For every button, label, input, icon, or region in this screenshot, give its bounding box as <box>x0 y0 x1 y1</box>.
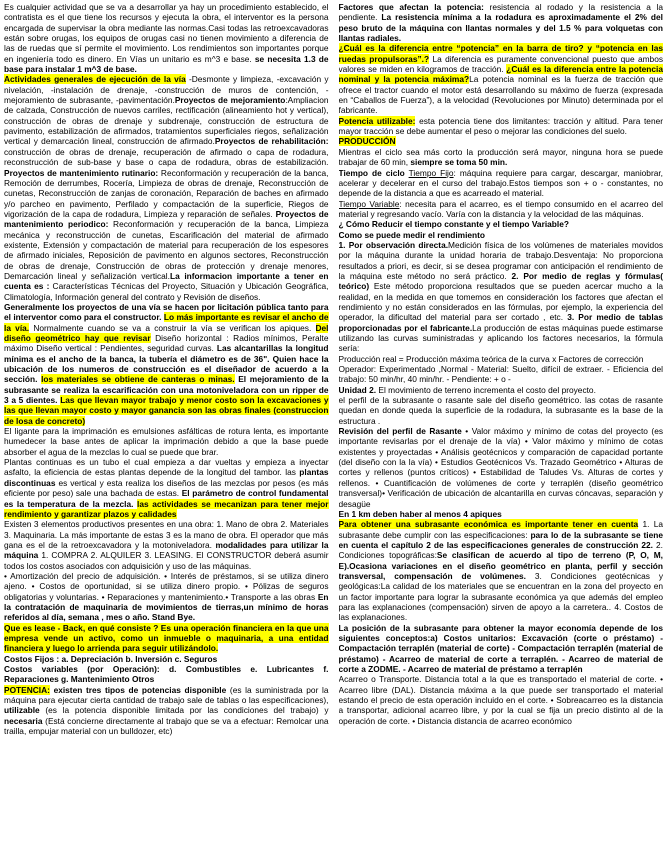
right-paragraph-medir <box>339 230 664 240</box>
left-paragraph-activities: Actividades generales de ejecución de la vía -Desmonte y limpieza, -excavación y nivelación, -instalación de drenaje, -construcción de muros de contención, -mejoramiento de subrasante, -pavimentación.Proyectos de mejoramiento:Ampliacion de calzada, Construcción de nuevos carriles, rectificación (alineamiento hot y vertical), construcción de obras de drenaje y subdrenaje, construcción de estructura de pavimento, estabilización de afirmados, tratamientos superficiales riegos, señalización vertical y demarcación lineal, construcción de afirmado.Proyectos de rehabilitación: construcción de obras de drenaje, recuperación de afirmado o capa de rodadura, reconstrucción de sub-base y base o capa de rodadura, obras de estabilización. Proyectos de mantenimiento rutinario: Reconformación y recuperación de la banca, Remoción de derrumbes, Rocería, Limpieza de obras de drenaje, Reconstrucción de cunetas, Reconstrucción de zanjas de coronación, Reparación de baches en afirmado y/o parcheo en pavimento, Perfilado y compactación de la superficie, Riegos de vigorización de la capa de rodadura, Limpieza y reparación de señales. Proyectos de mantenimiento periodico: Reconformación y recuperación de la banca, Limpieza mecánica y reconstrucción de cunetas, Escarificación del material de afirmado existente, Extensión y compactación de material para recuperación de los espesores de afirmado iniciales, Reposición de pavimento en algunos sectores, Reconstrucción de obras de drenaje, Construcción de obras de protección y drenaje menores, Demarcación lineal y señalización vertical.La informacion importante a tener en cuenta es : Características Técnicas del Proyecto, Situación y Ubicación Geográfica, Climatología, Información general del contrato y Revisión de diseños. <box>4 74 329 302</box>
emphasis-text: Proyectos de mejoramiento <box>174 95 286 106</box>
emphasis-text: ¿ Cómo Reducir el tiempo constante y el tiempo Variable? <box>338 219 569 230</box>
emphasis-text: La posición de la subrasante para obtener la mayor economía depende de los siguientes conceptos:a) Costos unitarios: Excavación (corte o préstamo) - Compactación terraplén (material de corte) - Compactación terraplén (material de préstamo) - Acarreo de material de corte a terraplén. - Acarreo de material de corte a ZODME. - Acarreo de material de préstamo a terraplén <box>338 622 663 674</box>
emphasis-text: Proyectos de mantenimiento rutinario: <box>4 167 159 178</box>
right-paragraph-utilizable: Potencia utilizable: esta potencia tiene dos limitantes: tracción y altitud. Para tener mayor tracción se debe aumentar el peso o mejorar las condiciones del suelo. <box>338 115 663 137</box>
right-paragraph-formula: Producción real = Producción máxima teórica de la curva x Factores de corrección <box>338 353 644 364</box>
right-paragraph-apiques <box>339 509 664 519</box>
right-heading-produccion <box>339 136 664 146</box>
right-column <box>339 2 664 859</box>
left-paragraph-plantas: Plantas continuas es un tubo el cual empieza a dar vueltas y empieza a inyectar asfalto, la eficiencia de estas plantas depende de la longitud del tambor. las plantas discontinuas es vertical y esta realiza los diseños de las mezclas por pesos (es más eficiente por peso) sale una bachada de estas. El parámetro de control fundamental es la temperatura de la mezcla. las actividades se mecanizan para tener mejor rendimiento y garantizar plazos y calidades <box>4 457 329 519</box>
emphasis-text: Generalmente los proyectos de una vía se hacen por licitación pública tanto para el interventor como para el constructor. <box>4 301 329 323</box>
emphasis-text: 3. Por medio de tablas proporcionadas por el fabricante. <box>338 312 663 333</box>
emphasis-text: Como se puede medir el rendimiento <box>338 229 486 240</box>
emphasis-text: necesaria <box>4 715 43 726</box>
emphasis-text: Costos Fijos : a. Depreciación b. Inversión c. Seguros <box>4 653 218 664</box>
emphasis-text: La informacion importante a tener en cuenta es : <box>4 270 329 292</box>
emphasis-text: 1. Por observación directa. <box>338 239 449 250</box>
emphasis-text: existen tres tipos de potencias disponible <box>53 684 227 695</box>
right-paragraph-factores: Factores que afectan la potencia: resistencia al rodado y la resistencia a la pendiente. La resistencia mínima a la rodadura es aproximadamente el 2% del peso bruto de la máquina con llantas normales y del 1.5 % para volquetas con llantas radiales. <box>338 2 663 44</box>
right-paragraph-ciclo: Mientras el ciclo sea más corto la producción será mayor, ninguna hora se puede trabajar de 60 min, siempre se toma 50 min. <box>338 146 663 168</box>
right-paragraph-posicion <box>339 623 664 675</box>
emphasis-text: POTENCIA: <box>4 684 50 695</box>
left-paragraph-lease-back <box>4 623 329 654</box>
emphasis-text: para lo de la subrasante se tiene en cuenta el capítulo 2 de las especificaciones generales de construcción 22. <box>338 529 663 550</box>
emphasis-text: Del diseño geométrico hay que revisar <box>4 322 329 343</box>
left-paragraph-costos-list: • Amortización del precio de adquisición. • Interés de préstamos, si se utiliza dinero ajeno. • Costos de oportunidad, si se utiliza dinero propio. • Pólizas de seguros obligatorias y voluntarias. • Reparaciones y mantenimiento.• Transporte a las obras En la contratación de maquinaria de movimientos de tierras,un mínimo de horas referidos al día, semana , mes o año. Stand Bye. <box>4 570 329 623</box>
left-paragraph-potencia: POTENCIA: existen tres tipos de potencias disponible (es la suministrada por la máquina para ejecutar cierta cantidad de trabajo sale de tablas o las especificaciones), utilizable (es la potencia disponible limitada por las condiciones del trabajo) y necesaria (Está concierne directamente al trabajo que se va a efectuar: Remolcar una trailla, empujar material con un bulldozer, etc) <box>4 684 329 737</box>
emphasis-text: Tiempo de ciclo <box>338 167 405 178</box>
left-paragraph-ligante: El ligante para la imprimación es emulsiones asfálticas de rotura lenta, es importante humedecer la base antes de aplicar la imprimación debido a que la base puede absorber el agua de la mezclas lo cual se puede que brar. <box>4 426 329 457</box>
emphasis-text: Potencia utilizable: <box>338 115 416 126</box>
right-paragraph-perfil: el perfil de la subrasante o rasante sale del diseño geométrico. las cotas de rasante quedan en donde queda la superficie de la rodadura, la subrasante es la base de la estructura . <box>338 395 663 426</box>
emphasis-text: El mejoramiento de la subrasante se realiza la escarificación con una motoniveladora con un ripper de 3 a 5 dientes. <box>4 374 329 406</box>
left-paragraph-licitacion: Generalmente los proyectos de una vía se hacen por licitación pública tanto para el interventor como para el constructor. Lo más importante es revisar el ancho de la vía. Normalmente cuando se va a construir la vía se verifican los apiques. Del diseño geométrico hay que revisar Diseño horizontal : Radios mínimos, Peralte máximo Diseño vertical : Pendientes, seguridad curvas. Las alcantarillas la longitud mínima es el ancho de la banca, la tubería el diámetro es de 36". Quien hace la ubicación de los numeros de construcción es el diseñador de acuerdo a la sección. los materiales se obtiene de canteras o minas. El mejoramiento de la subrasante se realiza la escarificación con una motoniveladora con un ripper de 3 a 5 dientes. Las que llevan mayor trabajo y menor costo son la excavaciones y las que llevan mayor costo y mayor ganancia son las obras finales (construccion de losa de concreto) <box>4 301 329 426</box>
emphasis-text: El parámetro de control fundamental es la temperatura de la mezcla. <box>4 488 329 509</box>
emphasis-text: Se clasifican de acuerdo al tipo de terreno (P, O, M, E).Ocasiona variaciones en el diseño geométrico en planta, perfil y sección transversal, compensación de volúmenes. <box>338 550 663 581</box>
right-paragraph-unidad2: Unidad 2. El movimiento de terreno incrementa el costo del proyecto. <box>338 384 596 395</box>
left-column <box>4 2 329 859</box>
right-paragraph-diferencia: ¿Cuál es la diferencia entre “potencia” en la barra de tiro? y “potencia en las ruedas propulsoras”.? La diferencia es puramente convencional puesto que ambos valores se miden en kilogramos de tracción. ¿Cuál es la diferencia entre la potencia nominal y la potencia máxima?La potencia nominal es la fuerza de tracción que ofrece el tractor cuando el motor está desarrollando su máximo de fuerza (expresada en “Caballos de Fuerza”), a la velocidad (Revoluciones por Minuto) determinada por el fabricante. <box>338 43 663 116</box>
emphasis-text: Lo más importante es revisar el ancho de la vía. <box>4 312 329 333</box>
emphasis-text: ¿Cuál es la diferencia entre la potencia nominal y la potencia máxima? <box>338 64 663 85</box>
right-paragraph-acarreo: Acarreo o Transporte. Distancia total a la que es transportado el material de corte. • Acarreo libre (DAL). Distancia máxima a la que puede ser transportado el material estando el precio de esta operación incluido en el corte. • Sobreacarreo es la distancia a transportar, adicional acarreo libre, y por la cual se fija un precio distinto al de la operación de corte. • Distancia distancia de acarreo económico <box>338 674 663 726</box>
emphasis-text: los materiales se obtiene de canteras o minas. <box>41 374 235 385</box>
emphasis-text: En la contratación de maquinaria de movimientos de tierras,un mínimo de horas referidos al día, semana , mes o año. Stand Bye. <box>4 591 329 623</box>
right-paragraph-metodos: 1. Por observación directa.Medición física de los volúmenes de materiales movidos por la máquina durante la unidad horaria de trabajo.Desventaja: No proporciona resultados a priori, es decir, si se desea programar con anticipación el rendimiento de la máquina este método no será práctico. 2. Por medio de reglas y fórmulas( teórico) Este método proporciona resultados que se pueden acercar mucho a la realidad, en la medida en que tomemos en consideración los factores que afectan el rendimiento y no están considerados en las fórmulas, por ejemplo, la experiencia del operador, la dificultad del material para ser cortado , etc. 3. Por medio de tablas proporcionadas por el fabricante.La producción de estas máquinas puede estimarse utilizando las curvas suministradas y aplicando los factores necesarios, la fórmula sería: <box>338 239 663 354</box>
emphasis-text: Tiempo Variable <box>338 198 400 209</box>
emphasis-text: La resistencia mínima a la rodadura es aproximadamente el 2% del peso bruto de la máquina con llantas normales y del 1.5 % para volquetas con llantas radiales. <box>338 12 663 44</box>
emphasis-text: PRODUCCIÓN <box>338 136 396 147</box>
left-paragraph-intro: Es cualquier actividad que se va a desarrollar ya hay un procedimiento establecido, el contratista es el que tiene los recursos y ejecuta la obra, el interventor es la persona encargada de supervisar la obra mediante las normas.Casi todas las retroexcavadoras están sobre orugas, los equipos de orugas casi no tienen movimiento a diferencia de las de ruedas que sí permite el movimiento. Los rendimientos son importantes porque en ingeniería todo es dinero. En Vías un unitario es m^3 e base. se necesita 1.3 de base para instalar 1 m^3 de base. <box>4 2 329 75</box>
right-paragraph-revision: Revisión del perfil de Rasante • Valor máximo y mínimo de cotas del proyecto (es importante revisarlas por el drenaje de la vía) • Valor máximo y mínimo de cotas existentes y proyectadas • Análisis geotécnicos y comparación de capacidad portante (del diseño con la la vía) • Estudios Geotécnicos Vs. Trazado Geométrico • Alturas de cortes y rellenos (puntos críticos) • Estabilidad de Taludes Vs. Alturas de cortes y rellenos. • Cuantificación de volúmenes de corte y terraplén (diseño geométrico transversal)• Verificación de ubicación de alcantarilla en curvas cóncavas, separación y desagüe <box>338 426 663 509</box>
emphasis-text: Costos variables (por Operación): d. Combustibles e. Lubricantes f. Reparaciones g. Mantenimiento Otros <box>4 664 329 685</box>
right-paragraph-subrasante: Para obtener una subrasante económica es importante tener en cuenta 1. La subrasante debe cumplir con las especificaciones: para lo de la subrasante se tiene en cuenta el capítulo 2 de las especificaciones generales de construcción 22. 2. Condiciones topográficas:Se clasifican de acuerdo al tipo de terreno (P, O, M, E).Ocasiona variaciones en el diseño geométrico en planta, perfil y sección transversal, compensación de volúmenes. 3. Condiciones geotécnicas y geológicas:La calidad de los materiales que se encuentran en la zona del proyecto en un factor importante para lograr la subrasante económica ya que además del empleo para las explanaciones (compensación) sirven de apoyo a la carretera.. 4. Costos de las explanaciones. <box>338 519 663 623</box>
emphasis-text: Las alcantarillas la longitud mínima es el ancho de la banca, la tubería el diámetro es de 36". Quien hace la ubicación de los numeros de construcción es el diseñador de acuerdo a la sección. <box>4 343 329 385</box>
emphasis-text: Proyectos de rehabilitación: <box>214 136 329 147</box>
emphasis-text: Unidad 2. <box>338 384 377 395</box>
emphasis-text: Proyectos de mantenimiento periodico: <box>4 208 329 230</box>
emphasis-text: Las que llevan mayor trabajo y menor costo son la excavaciones y las que llevan mayor costo y mayor ganancia son las obras finales (construccion de losa de concreto) <box>4 395 329 426</box>
left-paragraph-costos-fijos <box>4 654 329 664</box>
right-paragraph-tiempo-variable: Tiempo Variable: necesita para el acarreo, es el tiempo consumido en el acarreo del material y regresando vacío. Varía con la distancia y la velocidad de las máquinas. <box>338 198 663 219</box>
emphasis-text: Actividades generales de ejecución de la vía <box>4 74 186 85</box>
emphasis-text: siempre se toma 50 min. <box>410 157 508 168</box>
left-paragraph-elementos: Existen 3 elementos productivos presentes en una obra: 1. Mano de obra 2. Materiales 3. Maquinaria. La más importante de estas 3 es la mano de obra. El operador que más gana es el de la retroexcavadora y la motoniveladora. modalidades para utilizar la máquina 1. COMPRA 2. ALQUILER 3. LEASING. El CONSTRUCTOR deberá asumir todos los costos asociados con adquisición y uso de las máquinas. <box>4 519 329 571</box>
emphasis-text: las actividades se mecanizan para tener mejor rendimiento y garantizar plazos y calidades <box>4 498 329 519</box>
left-paragraph-costos-variables <box>4 664 329 685</box>
emphasis-text: Factores que afectan la potencia: <box>338 2 484 12</box>
emphasis-text: 2. Por medio de reglas y fórmulas( teórico) <box>338 270 663 292</box>
emphasis-text: modalidades para utilizar la máquina <box>4 539 329 561</box>
right-paragraph-question <box>339 219 664 229</box>
emphasis-text: ¿Cuál es la diferencia entre “potencia” en la barra de tiro? y “potencia en las ruedas propulsoras”.? <box>338 43 663 64</box>
emphasis-text: se necesita 1.3 de base para instalar 1 m^3 de base. <box>4 53 329 75</box>
right-paragraph-tiempo-fijo: Tiempo de ciclo Tiempo Fijo: máquina requiere para cargar, descargar, maniobrar, acelerar y decelerar en el curso del trabajo.Estos tiempos son + o - constantes, no depende de la distancia a que es acarreado el material. <box>338 167 663 199</box>
emphasis-text: utilizable <box>4 705 40 716</box>
emphasis-text: En 1 km deben haber al menos 4 apiques <box>338 508 502 519</box>
emphasis-text: Revisión del perfil de Rasante <box>338 426 462 437</box>
emphasis-text: Que es lease - Back, en qué consiste ? Es una operación financiera en la que una empresa vende un activo, como un inmueble o maquinaria, a una entidad financiera y luego lo arrienda para seguir utilizándolo. <box>4 622 329 654</box>
right-paragraph-operador: Operador: Experimentado ,Normal - Material: Suelto, difícil de extraer. - Eficiencia del trabajo: 50 min/hr, 40 min/hr. - Pendiente: + o - <box>338 364 663 385</box>
emphasis-text: Tiempo Fijo <box>408 167 454 178</box>
emphasis-text: plantas discontinuas <box>4 467 329 488</box>
emphasis-text: Para obtener una subrasante económica es importante tener en cuenta <box>338 519 639 530</box>
